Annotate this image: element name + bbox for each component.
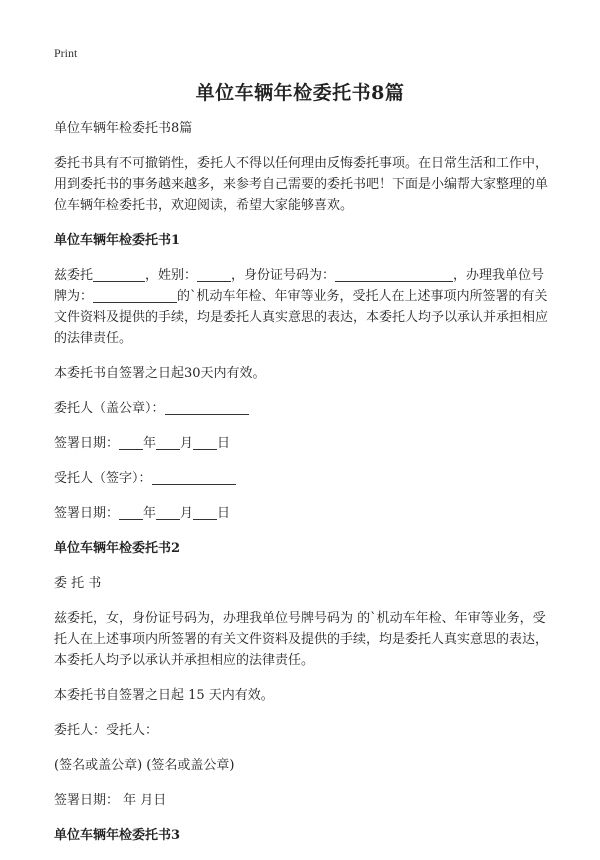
text-segment: ，身份证号码为：: [231, 268, 336, 283]
year-label: 年: [143, 436, 157, 451]
name-blank: [93, 267, 145, 282]
subtitle: 单位车辆年检委托书8篇: [54, 121, 193, 136]
text-segment: ，姓别：: [145, 268, 198, 283]
day-blank: [193, 505, 217, 520]
year-blank: [119, 505, 143, 520]
text-segment: 兹委托: [54, 268, 94, 283]
agent-label: 受托人（签字）：: [54, 471, 152, 486]
principal-line: [54, 398, 554, 419]
section-2-heading: 单位车辆年检委托书2: [54, 541, 181, 556]
section-2-parties: 委托人：受托人：: [54, 723, 159, 738]
month-blank: [156, 505, 180, 520]
intro-paragraph: 委托书具有不可撤销性，委托人不得以任何理由反悔委托事项。在日常生活和工作中，用到委托书的事务越来越多，来参考自己需要的委托书吧！下面是小编帮大家整理的单位车辆年检委托书，欢迎阅读，希望大家能够喜欢。: [54, 156, 549, 213]
document-body: [54, 118, 554, 860]
section-2-signs: (签名或盖公章) (签名或盖公章): [54, 758, 235, 773]
month-blank: [156, 435, 180, 450]
text-segment: ，办理我单位号牌为：: [54, 268, 545, 304]
day-label: 日: [217, 436, 231, 451]
date-label: 签署日期：: [54, 436, 120, 451]
month-label: 月: [180, 506, 194, 521]
principal-blank: [165, 400, 249, 415]
date-line-2: [54, 503, 554, 524]
id-number-blank: [335, 267, 453, 282]
section-1-heading: 单位车辆年检委托书1: [54, 233, 181, 248]
year-label: 年: [143, 506, 157, 521]
print-link[interactable]: Print: [54, 46, 78, 60]
text-segment: 的`机动车年检、年审等业务，受托人在上述事项内所签署的有关文件资料及提供的手续，均是委托人真实意思的表达，本委托人均予以承认并承担相应的法律责任。: [54, 289, 549, 346]
day-blank: [193, 435, 217, 450]
principal-label: 委托人（盖公章）：: [54, 401, 165, 416]
section-1-body: [54, 265, 554, 349]
gender-blank: [197, 267, 231, 282]
section-2-date: 签署日期： 年 月日: [54, 793, 167, 808]
agent-blank: [152, 470, 236, 485]
date-line-1: [54, 433, 554, 454]
section-3-heading: 单位车辆年检委托书3: [54, 828, 181, 843]
day-label: 日: [217, 506, 231, 521]
plate-number-blank: [93, 288, 177, 303]
section-1-validity: 本委托书自签署之日起30天内有效。: [54, 366, 266, 381]
date-label: 签署日期：: [54, 506, 120, 521]
section-2-doc-title: 委 托 书: [54, 576, 102, 591]
year-blank: [119, 435, 143, 450]
agent-line: [54, 468, 554, 489]
month-label: 月: [180, 436, 194, 451]
section-2-validity: 本委托书自签署之日起 15 天内有效。: [54, 688, 274, 703]
section-2-body: 兹委托，女，身份证号码为，办理我单位号牌号码为 的`机动车年检、年审等业务，受托人在上述事项内所签署的有关文件资料及提供的手续，均是委托人真实意思的表达，本委托人均予以承认并承担相应的法律责任。: [54, 611, 549, 668]
page-title: 单位车辆年检委托书8篇: [195, 82, 405, 104]
